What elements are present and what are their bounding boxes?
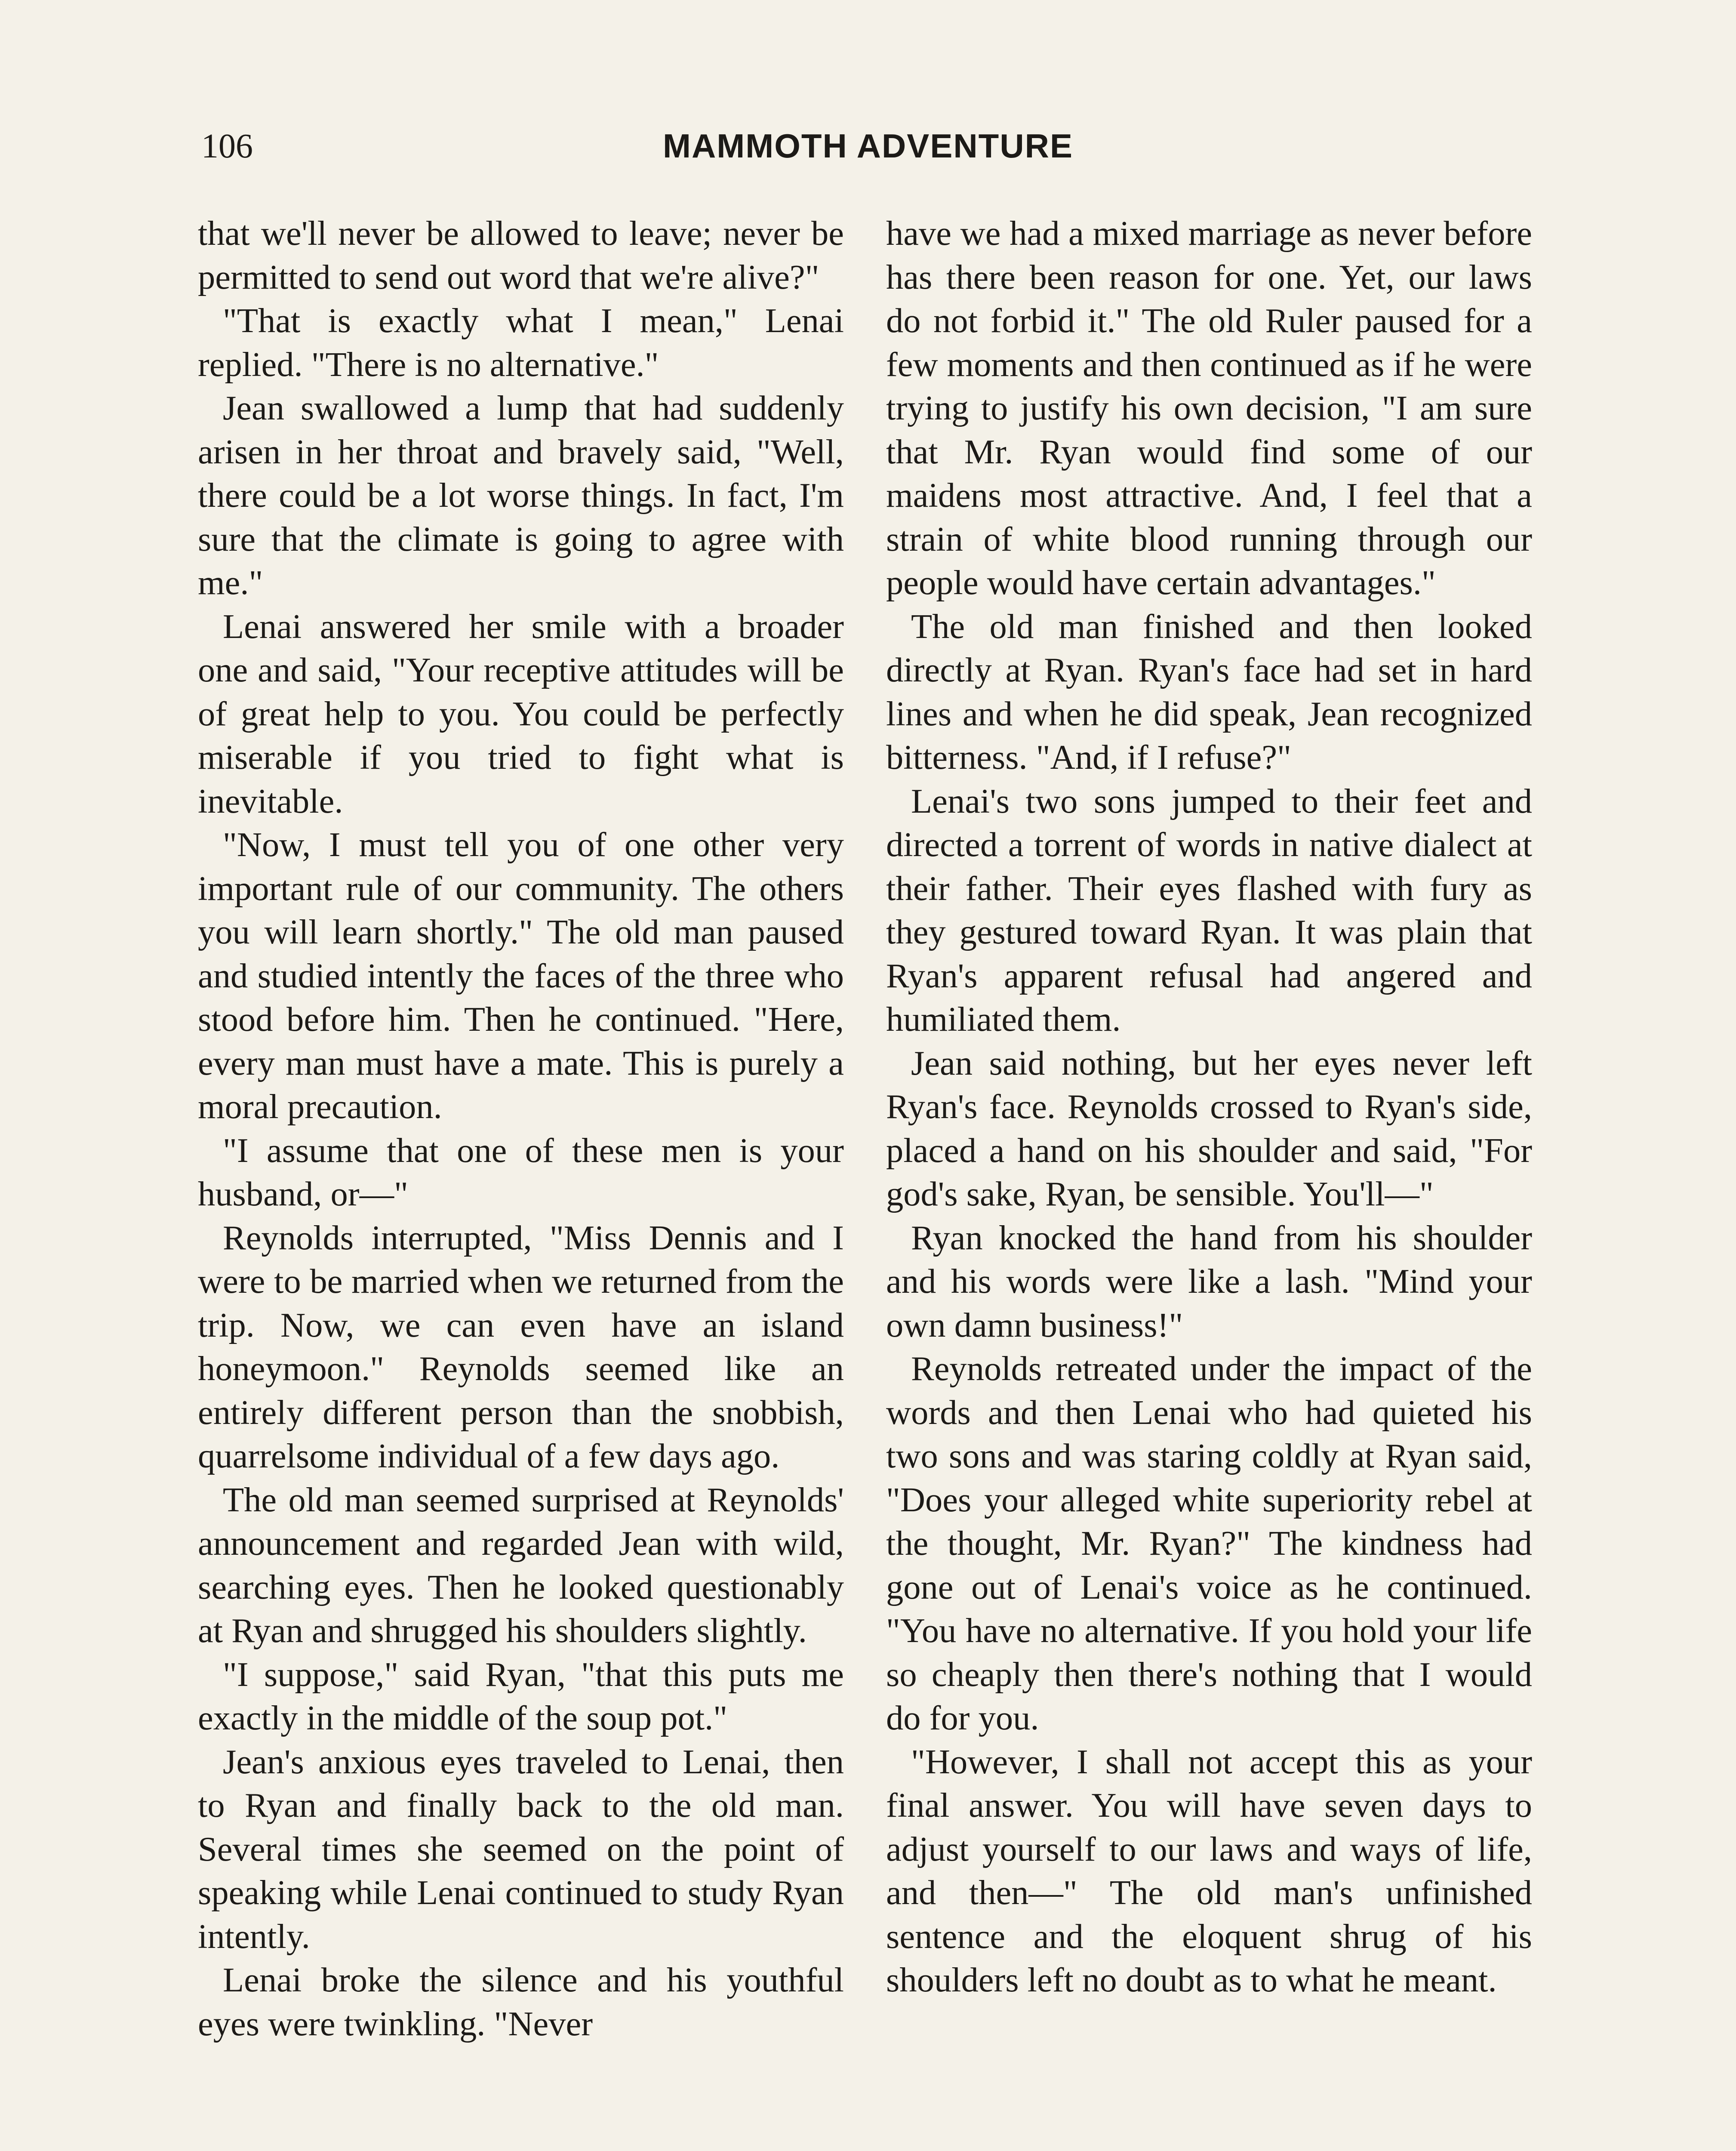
paragraph: The old man finished and then looked directly at Ryan. Ryan's face had set in hard lines and when he did speak, Jean recognized bitterness. "And, if I refuse?" (886, 607, 1532, 777)
page-number: 106 (201, 127, 253, 165)
running-title: MAMMOTH ADVENTURE (662, 127, 1074, 165)
paragraph: "That is exactly what I mean," Lenai replied. "There is no alternative." (198, 302, 844, 384)
paragraph: Lenai answered her smile with a broader one and said, "Your receptive attitudes will be of great help to you. You could be perfectly miserable if you tried to fight what is inevitable. (198, 607, 844, 820)
right-column (886, 212, 1532, 2002)
left-column (198, 212, 844, 2046)
paragraph: Jean swallowed a lump that had suddenly arisen in her throat and bravely said, "Well, there could be a lot worse things. In fact, I'm sure that the climate is going to agree with me." (198, 389, 844, 602)
paragraph: The old man seemed surprised at Reynolds' announcement and regarded Jean with wild, searching eyes. Then he looked questionably at Ryan and shrugged his shoulders slightly. (198, 1480, 844, 1650)
paragraph: Jean said nothing, but her eyes never left Ryan's face. Reynolds crossed to Ryan's side, placed a hand on his shoulder and said, "For god's sake, Ryan, be sensible. You'll—" (886, 1044, 1532, 1213)
paragraph: that we'll never be allowed to leave; never be permitted to send out word that we're alive?" (198, 214, 844, 296)
paragraph: have we had a mixed marriage as never before has there been reason for one. Yet, our laws do not forbid it." The old Ruler paused for a few moments and then continued as if he were trying to justify his own decision, "I am sure that Mr. Ryan would find some of our maidens most attractive. And, I feel that a strain of white blood running through our people would have certain advantages." (886, 214, 1532, 602)
paragraph: Reynolds retreated under the impact of the words and then Lenai who had quieted his two sons and was staring coldly at Ryan said, "Does your alleged white superiority rebel at the thought, Mr. Ryan?" The kindness had gone out of Lenai's voice as he continued. "You have no alternative. If you hold your life so cheaply then there's nothing that I would do for you. (886, 1350, 1532, 1737)
paragraph: Ryan knocked the hand from his shoulder and his words were like a lash. "Mind your own damn business!" (886, 1218, 1532, 1344)
paragraph: Reynolds interrupted, "Miss Dennis and I were to be married when we returned from the trip. Now, we can even have an island honeymoon." Reynolds seemed like an entirely different person than the snobbish, quarrelsome individual of a few days ago. (198, 1218, 844, 1475)
paragraph: "Now, I must tell you of one other very important rule of our community. The others you will learn shortly." The old man paused and studied intently the faces of the three who stood before him. Then he continued. "Here, every man must have a mate. This is purely a moral precaution. (198, 826, 844, 1126)
paragraph: "I assume that one of these men is your husband, or—" (198, 1131, 844, 1213)
paragraph: Lenai's two sons jumped to their feet and directed a torrent of words in native dialect at their father. Their eyes flashed with fury as they gestured toward Ryan. It was plain that Ryan's apparent refusal had angered and humiliated them. (886, 782, 1532, 1039)
paragraph: "However, I shall not accept this as your final answer. You will have seven days to adjust yourself to our laws and ways of life, and then—" The old man's unfinished sentence and the eloquent shrug of his shoulders left no doubt as to what he meant. (886, 1742, 1532, 1999)
paragraph: Lenai broke the silence and his youthful eyes were twinkling. "Never (198, 1961, 844, 2043)
paragraph: Jean's anxious eyes traveled to Lenai, then to Ryan and finally back to the old man. Several times she seemed on the point of speaking while Lenai continued to study Ryan intently. (198, 1742, 844, 1956)
paragraph: "I suppose," said Ryan, "that this puts me exactly in the middle of the soup pot." (198, 1655, 844, 1737)
